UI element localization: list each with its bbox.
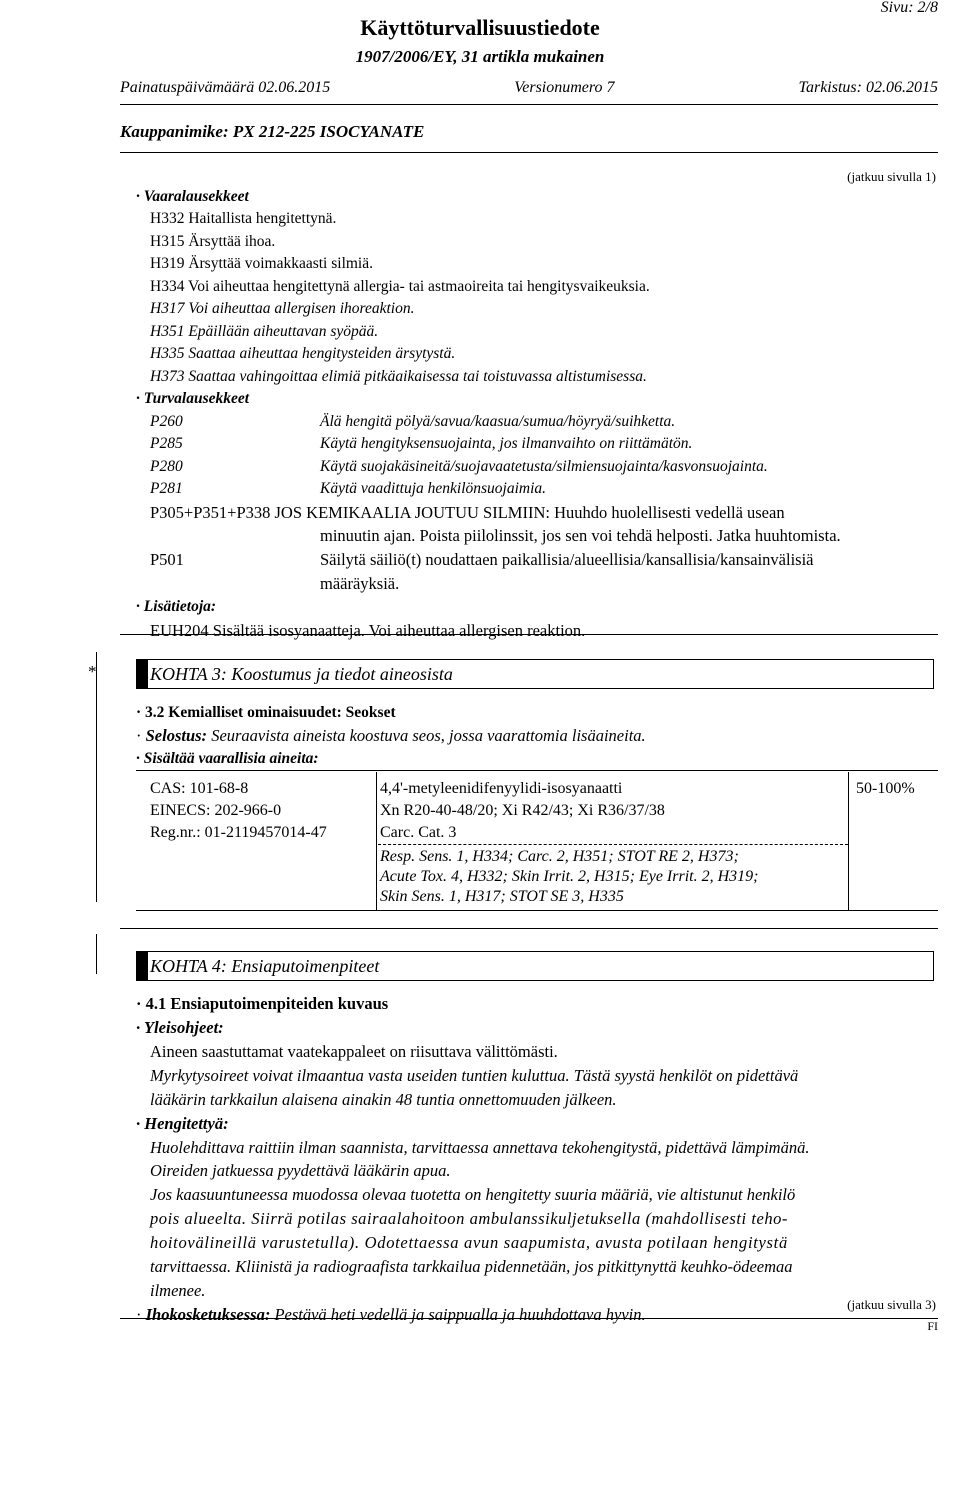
description-label: Selostus: [145, 726, 208, 746]
page-number: Sivu: 2/8 [880, 0, 938, 16]
trade-name-divider [120, 152, 938, 153]
classification-old: Xn R20-40-48/20; Xi R42/43; Xi R36/37/38 [380, 802, 665, 819]
precaution-text: Älä hengitä pölyä/savua/kaasua/sumua/höyryä/suihketta. [320, 412, 676, 430]
classification-clp: Resp. Sens. 1, H334; Carc. 2, H351; STOT RE 2, H373; [380, 848, 739, 865]
precaution-code: P285 [150, 435, 183, 453]
section-divider [120, 634, 938, 635]
precaution-code: P280 [150, 457, 183, 475]
classification-divider [378, 844, 848, 845]
inhalation-heading: · Hengitettyä: [136, 1112, 938, 1136]
precaution-item [136, 501, 938, 525]
precaution-text: Käytä hengityksensuojainta, jos ilmanvaihto on riittämätön. [320, 435, 693, 453]
section-3-body [136, 702, 938, 771]
header-divider [120, 104, 938, 105]
inhalation-text: Oireiden jatkuessa pyydettävä lääkärin apua. [150, 1161, 451, 1181]
document-title: Käyttöturvallisuustiedote [360, 15, 600, 40]
precaution-text: JOS KEMIKAALIA JOUTUU SILMIIN: Huuhdo huolellisesti vedellä usean [274, 502, 785, 522]
inhalation-text: pois alueelta. Siirrä potilas sairaalahoitoon ambulanssikuljetuksella (mahdollisesti teho- [150, 1209, 788, 1229]
revision-bar [96, 934, 97, 974]
skin-contact-label: Ihokosketuksessa: [145, 1304, 271, 1324]
revision-bar [96, 652, 97, 902]
precaution-heading: · Turvalausekkeet [136, 388, 938, 410]
precaution-text-cont: määräyksiä. [320, 574, 400, 594]
registration-number: Reg.nr.: 01-2119457014-47 [150, 824, 327, 841]
precaution-text: Säilytä säiliö(t) noudattaen paikallisia/alueellisia/kansallisia/kansainvälisiä [320, 550, 814, 570]
precaution-item [136, 478, 938, 500]
trade-name: Kauppanimike: PX 212-225 ISOCYANATE [120, 122, 425, 141]
header-meta-row [120, 76, 938, 99]
precaution-text: Käytä vaadittuja henkilönsuojaimia. [320, 480, 547, 498]
cas-number: CAS: 101-68-8 [150, 780, 249, 797]
footer-divider [120, 1318, 938, 1319]
hazard-item: H335 Saattaa aiheuttaa hengitysteiden ärsytystä. [150, 345, 456, 363]
print-date: Painatuspäivämäärä 02.06.2015 [120, 79, 331, 96]
continued-from: (jatkuu sivulla 1) [847, 169, 936, 184]
table-top-rule [136, 770, 938, 771]
section-3-subheading: · 3.2 Kemialliset ominaisuudet: Seokset [136, 702, 938, 724]
hazardous-substances-heading: · Sisältää vaarallisia aineita: [136, 748, 938, 770]
classification-old: Carc. Cat. 3 [380, 824, 457, 841]
general-text: Aineen saastuttamat vaatekappaleet on riisuttava välittömästi. [150, 1041, 558, 1061]
hazard-item: H319 Ärsyttää voimakkaasti silmiä. [150, 255, 373, 273]
substance-name: 4,4'-metyleenidifenyylidi-isosyanaatti [380, 780, 623, 797]
hazard-heading: · Vaaralausekkeet [136, 186, 938, 208]
classification-clp: Skin Sens. 1, H317; STOT SE 3, H335 [380, 888, 624, 905]
section-3-title: KOHTA 3: Koostumus ja tiedot aineosista [150, 664, 453, 684]
classification-clp: Acute Tox. 4, H332; Skin Irrit. 2, H315; Eye Irrit. 2, H319; [380, 868, 759, 885]
inhalation-text: ilmenee. [150, 1281, 206, 1301]
language-code: FI [927, 1319, 938, 1333]
precaution-item [136, 433, 938, 455]
section-4-title: KOHTA 4: Ensiaputoimenpiteet [150, 956, 380, 976]
precaution-code: P260 [150, 412, 183, 430]
hazard-item: H332 Haitallista hengitettynä. [150, 210, 337, 228]
section-4-subheading: · 4.1 Ensiaputoimenpiteiden kuvaus [136, 992, 938, 1016]
precaution-text: Käytä suojakäsineitä/suojavaatetusta/silmiensuojainta/kasvonsuojainta. [320, 457, 768, 475]
additional-heading: · Lisätietoja: [136, 596, 938, 618]
precaution-code: P501 [150, 550, 184, 570]
version-number: Versionumero 7 [514, 79, 615, 96]
hazard-item: H351 Epäillään aiheuttavan syöpää. [150, 322, 379, 340]
hazard-statements [136, 186, 938, 643]
precaution-item [136, 411, 938, 433]
revision-date: Tarkistus: 02.06.2015 [798, 79, 938, 96]
hazard-item: H373 Saattaa vahingoittaa elimiä pitkäaikaisessa tai toistuvassa altistumisessa. [150, 367, 647, 385]
section-4-body [136, 992, 938, 1327]
hazard-item: H334 Voi aiheuttaa hengitettynä allergia- tai astmaoireita tai hengitysvaikeuksia. [150, 277, 650, 295]
hazard-item: H315 Ärsyttää ihoa. [150, 232, 276, 250]
inhalation-text: Huolehdittava raittiin ilman saannista, tarvittaessa annettava tekohengitystä, pidettävä lämpimänä. [150, 1137, 810, 1157]
revision-marker: * [88, 662, 97, 681]
additional-text: EUH204 Sisältää isosyanaatteja. Voi aiheuttaa allergisen reaktion. [150, 620, 586, 640]
section-divider [120, 928, 938, 929]
continued-on: (jatkuu sivulla 3) [847, 1297, 936, 1312]
precaution-item [136, 548, 938, 572]
precaution-code: P305+P351+P338 [150, 502, 271, 522]
inhalation-text: Jos kaasuuntuneessa muodossa olevaa tuotetta on hengitetty suuria määriä, vie altistunut henkilö [150, 1185, 796, 1205]
precaution-item [136, 456, 938, 478]
general-text: Myrkytysoireet voivat ilmaantua vasta useiden tuntien kuluttua. Tästä syystä henkilöt on pidettävä [150, 1065, 799, 1085]
description-text: Seuraavista aineista koostuva seos, jossa vaarattomia lisäaineita. [211, 726, 646, 746]
hazard-item: H317 Voi aiheuttaa allergisen ihoreaktion. [150, 300, 415, 318]
precaution-text-cont: minuutin ajan. Poista piilolinssit, jos sen voi tehdä helposti. Jatka huuhtomista. [320, 526, 841, 546]
table-col-divider [848, 772, 849, 910]
table-bottom-rule [136, 910, 938, 911]
einecs-number: EINECS: 202-966-0 [150, 802, 282, 819]
general-heading: · Yleisohjeet: [136, 1016, 938, 1040]
inhalation-text: hoitovälineillä varustetulla). Odotettaessa avun saapumista, avusta potilaan hengitystä [150, 1233, 788, 1253]
concentration: 50-100% [856, 780, 915, 797]
inhalation-text: tarvittaessa. Kliinistä ja radiograafista tarkkailua pidennetään, jos pitkittynyttä keuhko-ödeemaa [150, 1257, 793, 1277]
skin-contact-text: Pestävä heti vedellä ja saippualla ja huuhdottava hyvin. [274, 1304, 646, 1324]
table-col-divider [376, 772, 377, 910]
general-text: lääkärin tarkkailun alaisena ainakin 48 tuntia onnettomuuden jälkeen. [150, 1089, 617, 1109]
precaution-code: P281 [150, 480, 183, 498]
document-subtitle: 1907/2006/EY, 31 artikla mukainen [355, 47, 605, 66]
